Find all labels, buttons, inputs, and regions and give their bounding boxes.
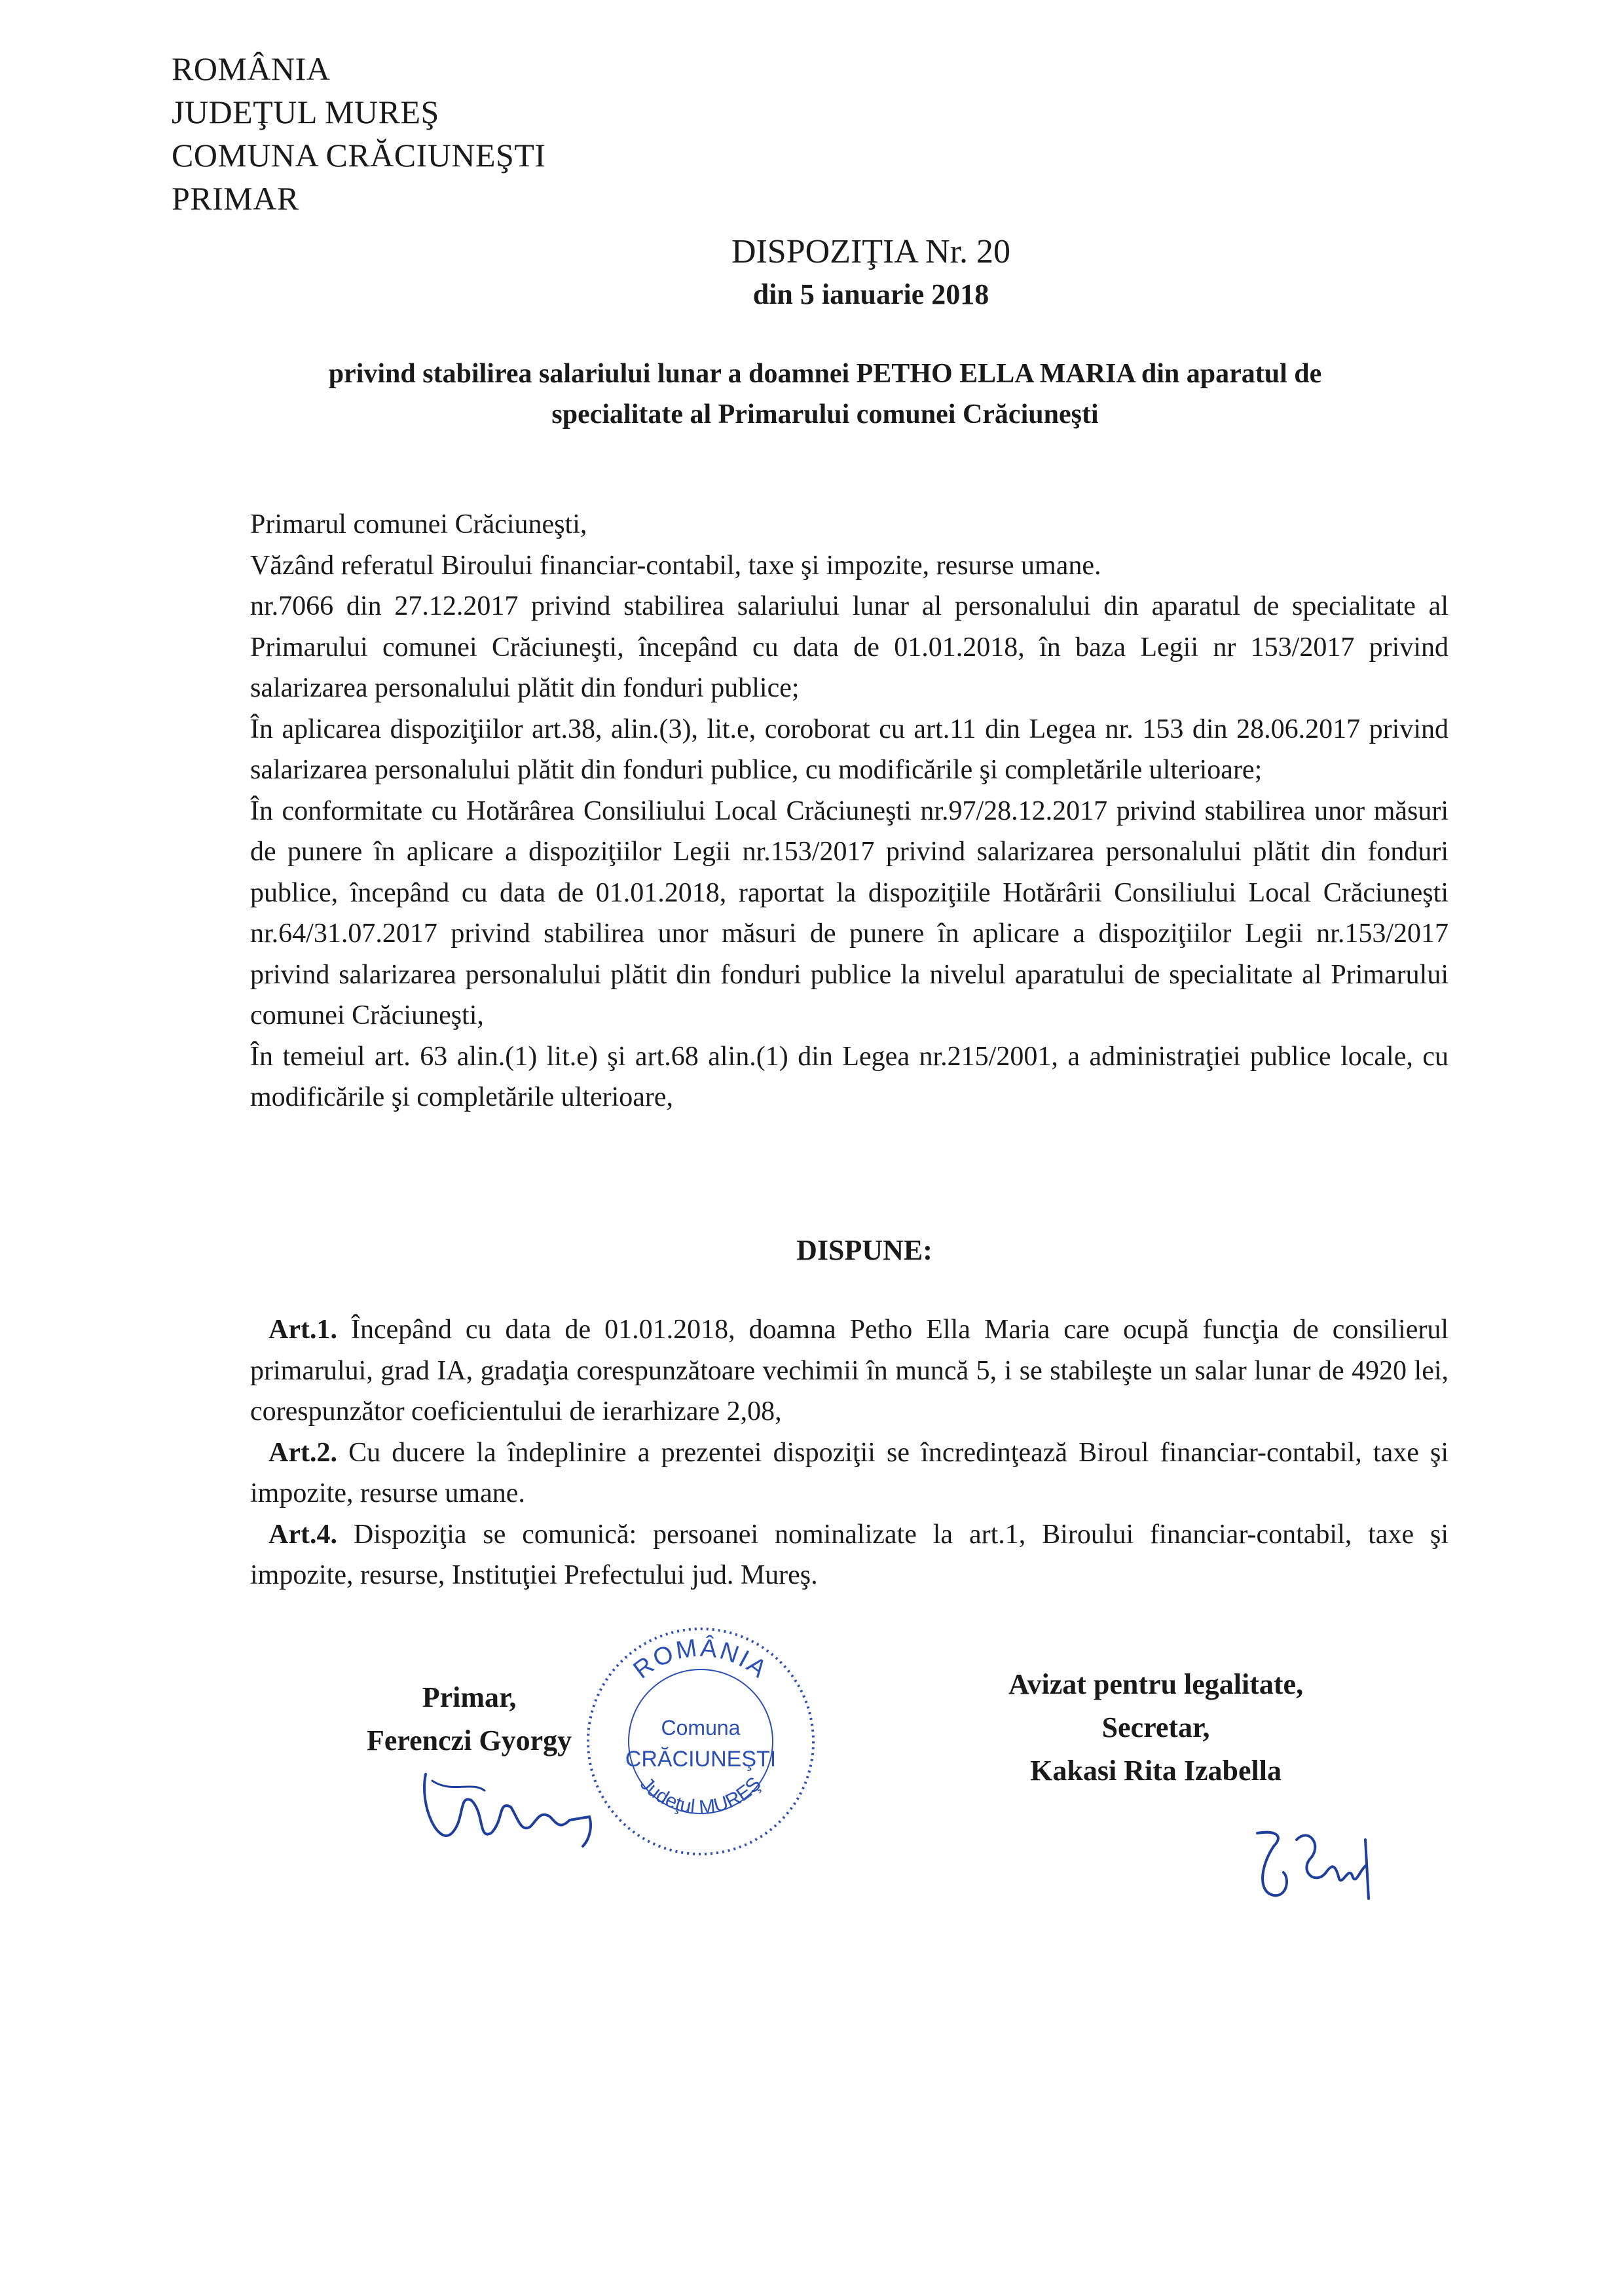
article <box>250 1309 1449 1432</box>
mayor-signature-block <box>367 1676 572 1762</box>
articles <box>250 1309 1449 1596</box>
article-label: Art.4. <box>268 1519 337 1550</box>
issuer-header <box>172 47 546 220</box>
secretary-signature-block <box>1008 1663 1303 1793</box>
stamp-bottom-text: Judeţul MUREŞ <box>636 1773 766 1819</box>
preamble-paragraph: Văzând referatul Biroului financiar-contabil, taxe şi impozite, resurse umane. <box>250 550 1101 581</box>
official-stamp <box>576 1617 825 1866</box>
header-commune: COMUNA CRĂCIUNEŞTI <box>172 137 546 173</box>
mayor-role: Primar, <box>422 1681 517 1713</box>
dispune-heading: DISPUNE: <box>796 1234 932 1266</box>
stamp-center-line-1: Comuna <box>661 1716 741 1740</box>
document-subject <box>210 354 1441 435</box>
preamble-paragraph: În conformitate cu Hotărârea Consiliului Local Crăciuneşti nr.97/28.12.2017 privind stabilirea unor măsuri de punere în aplicare a dispoziţiilor Legii nr.153/2017 privind salarizarea personalului plătit din fonduri publice, începând cu data de 01.01.2018, raportat la dispoziţiile Hotărârii Consiliului Local Crăciuneşti nr.64/31.07.2017 privind stabilirea unor măsuri de punere în aplicare a dispoziţiilor Legii nr.153/2017 privind salarizarea personalului plătit din fonduri publice la nivelul aparatului de specialitate al Primarului comunei Crăciuneşti, <box>250 795 1449 1030</box>
preamble-paragraph: În aplicarea dispoziţiilor art.38, alin.(3), lit.e, coroborat cu art.11 din Legea nr. 153 din 28.06.2017 privind salarizarea personalului plătit din fonduri publice, cu modificările şi completările ulterioare; <box>250 714 1449 785</box>
header-county: JUDEŢUL MUREŞ <box>172 94 439 130</box>
document-date: din 5 ianuarie 2018 <box>752 278 989 310</box>
article-text: Dispoziţia se comunică: persoanei nominalizate la art.1, Biroului financiar-contabil, taxe şi impozite, resurse, Instituţiei Prefectului jud. Mureş. <box>250 1519 1449 1590</box>
article-label: Art.1. <box>268 1315 337 1345</box>
secretary-name: Kakasi Rita Izabella <box>1030 1755 1282 1787</box>
article-text: Cu ducere la îndeplinire a prezentei dispoziţii se încredinţează Biroul financiar-contabil, taxe şi impozite, resurse umane. <box>250 1437 1449 1508</box>
preamble <box>250 504 1449 1118</box>
subject-line-2: specialitate al Primarului comunei Crăciuneşti <box>551 399 1099 429</box>
article <box>250 1514 1449 1596</box>
subject-line-1: privind stabilirea salariului lunar a doamnei PETHO ELLA MARIA din aparatul de <box>328 359 1322 389</box>
stamp-top-text: ROMÂNIA <box>628 1634 773 1685</box>
preamble-paragraph: În temeiul art. 63 alin.(1) lit.e) şi art.68 alin.(1) din Legea nr.215/2001, a administraţiei publice locale, cu modificările şi completările ulterioare, <box>250 1041 1449 1112</box>
article <box>250 1432 1449 1514</box>
stamp-outer-ring <box>588 1629 813 1854</box>
preamble-paragraph: nr.7066 din 27.12.2017 privind stabilirea salariului lunar al personalului din aparatul de specialitate al Primarului comunei Crăciuneşti, începând cu data de 01.01.2018, în baza Legii nr 153/2017 privind salarizarea personalului plătit din fonduri publice; <box>250 591 1449 703</box>
header-country: ROMÂNIA <box>172 50 331 87</box>
mayor-name: Ferenczi Gyorgy <box>367 1724 572 1757</box>
header-office: PRIMAR <box>172 180 299 217</box>
preamble-paragraph: Primarul comunei Crăciuneşti, <box>250 509 587 539</box>
document-title: DISPOZIŢIA Nr. 20 <box>731 233 1011 270</box>
secretary-handwritten-signature <box>1238 1820 1382 1905</box>
secretary-role: Secretar, <box>1101 1711 1210 1743</box>
article-label: Art.2. <box>268 1437 337 1468</box>
article-text: Începând cu data de 01.01.2018, doamna Petho Ella Maria care ocupă funcţia de consilierul primarului, grad IA, gradaţia corespunzătoare vechimii în muncă 5, i se stabileşte un salar lunar de 4920 lei, corespunzător coeficientului de ierarhizare 2,08, <box>250 1315 1449 1427</box>
mayor-handwritten-signature <box>413 1755 609 1859</box>
legality-note: Avizat pentru legalitate, <box>1008 1668 1304 1700</box>
stamp-center-line-2: CRĂCIUNEŞTI <box>625 1747 777 1772</box>
